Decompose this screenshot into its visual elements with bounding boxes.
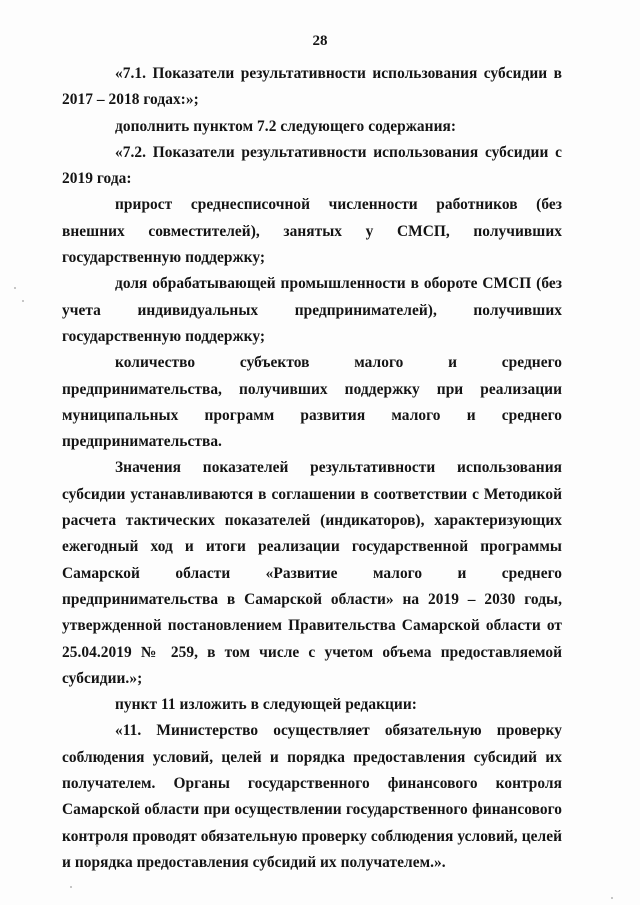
paragraph-point-11-text: «11. Министерство осуществляет обязательную проверку соблюдения условий, целей и порядка предоставления субсидий их получателем. Органы государственного финансового контроля Самарской области при осуществлении государственного финансового контроля проводят обязательную проверку соблюдения условий, целей и порядка предоставления субсидий их получателем.». — [62, 722, 562, 871]
paragraph-point-11-intro: пункт 11 изложить в следующей редакции: — [115, 696, 417, 714]
paragraph-add-7-2: дополнить пунктом 7.2 следующего содержания: — [115, 117, 457, 135]
paragraph-sme-count: количество субъектов малого и среднего предпринимательства, получивших поддержку при реализации муниципальных программ развития малого и среднего предпринимательства. — [62, 354, 562, 451]
scan-speck — [611, 897, 613, 899]
paragraph-7-1-heading: «7.1. Показатели результативности использования субсидии в 2017 – 2018 годах:»; — [62, 65, 562, 109]
scan-speck — [14, 287, 16, 289]
page-number: 28 — [312, 33, 328, 49]
paragraph-7-2-heading: «7.2. Показатели результативности использования субсидии с 2019 года: — [62, 143, 562, 188]
paragraph-manufacturing-share: доля обрабатывающей промышленности в обороте СМСП (без учета индивидуальных предпринимателей), получивших государственную поддержку; — [62, 275, 562, 345]
scan-speck — [96, 845, 98, 847]
paragraph-indicator-values: Значения показателей результативности использования субсидии устанавливаются в соглашении в соответствии с Методикой расчета тактических показателей (индикаторов), характеризующих ежегодный ход и итоги реализации государственной программы Самарской области «Развитие малого и среднего предпринимательства в Самарской области» на 2019 – 2030 годы, утвержденной постановлением Правительства Самарской области от 25.04.2019 № 259, в том числе с учетом объема предоставляемой субсидии.»; — [62, 459, 562, 687]
scan-speck — [22, 300, 24, 302]
scan-speck — [70, 886, 72, 888]
document-body — [62, 61, 562, 876]
paragraph-employee-growth: прирост среднесписочной численности работников (без внешних совместителей), занятых у СМСП, получивших государственную поддержку; — [62, 196, 562, 267]
